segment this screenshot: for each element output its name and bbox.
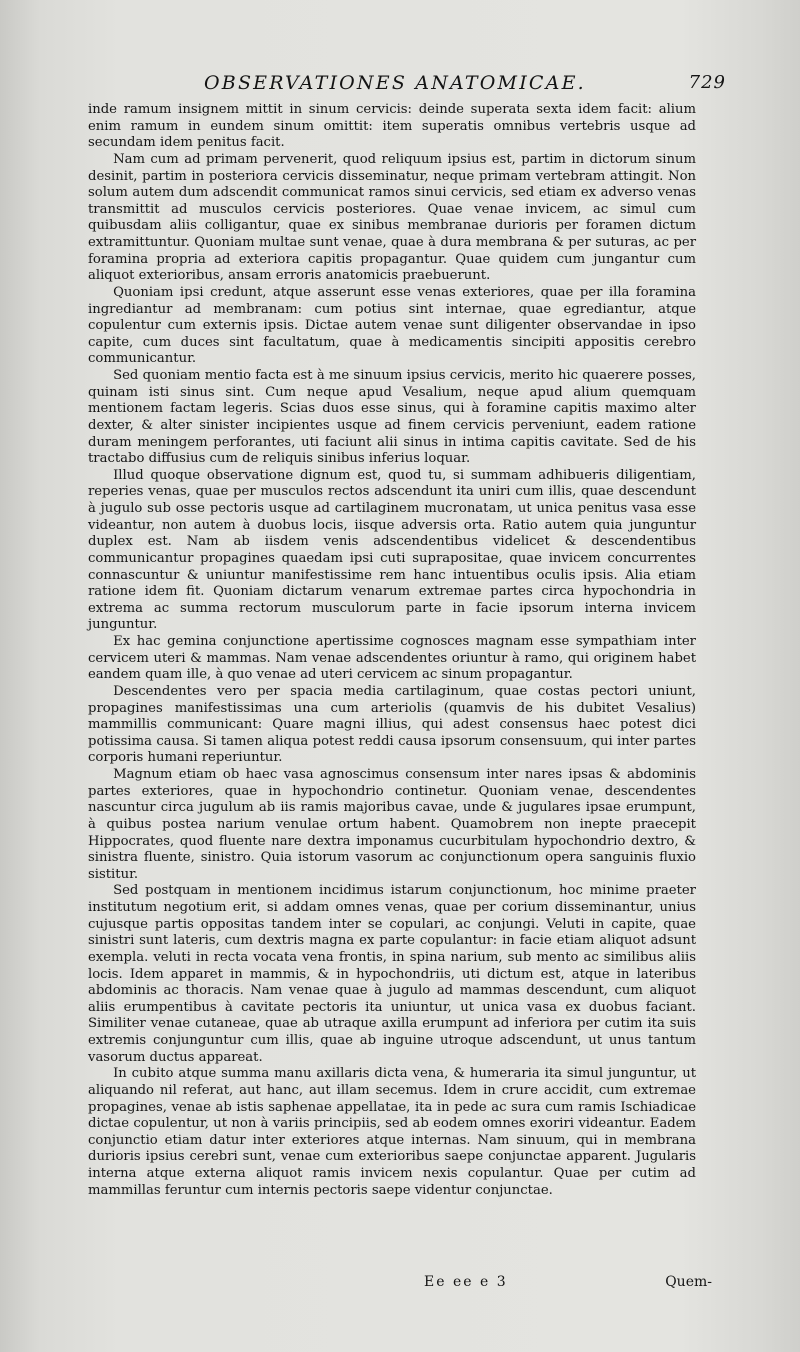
paragraph: Sed quoniam mentio facta est à me sinuum ipsius cervicis, merito hic quaerere posses, quinam isti sinus sint. Cum neque apud Vesalium, neque apud alium quemquam mentionem factam legeris. Scias duos esse sinus, qui à foramine capitis maximo alter dexter, & alter sinister incipientes usque ad finem cervicis perveniunt, eadem ratione duram meningem perforantes, uti faciunt alii sinus in intima capitis cavitate. Sed de his tractabo diffusius cum de reliquis sinibus inferius loquar.	[88, 368, 696, 467]
signature-mark: Ee ee e 3	[424, 1274, 508, 1290]
paragraph: Illud quoque observatione dignum est, quod tu, si summam adhibueris diligentiam, reperies venas, quae per musculos rectos adscendunt ita uniri cum illis, quae descendunt à jugulo sub osse pectoris usque ad cartilaginem mucronatam, ut unica penitus vasa esse videantur, non autem à duobus locis, iisque adversis orta. Ratio autem quia junguntur duplex est. Nam ab iisdem venis adscendentibus videlicet & descendentibus communicantur propagines quaedam ipsi cuti suprapositae, quae invicem concurrentes connascuntur & uniuntur manifestissime rem hanc intuentibus oculis ipsis. Alia etiam ratione idem fit. Quoniam dictarum venarum extremae partes circa hypochondria in extrema ac summa rectorum musculorum parte in facie ipsorum interna invicem junguntur.	[88, 467, 696, 633]
paragraph: In cubito atque summa manu axillaris dicta vena, & humeraria ita simul junguntur, ut aliquando nil referat, aut hanc, aut illam secemus. Idem in crure accidit, cum extremae propagines, venae ab istis saphenae appellatae, ita in pede ac sura cum ramis Ischiadicae dictae copulentur, ut non à variis principiis, sed ab eodem omnes exoriri videantur. Eadem conjunctio etiam datur inter exteriores atque internas. Nam sinuum, qui in membrana durioris ipsius cerebri sunt, venae cum exterioribus saepe conjunctae apparent. Jugularis interna atque externa aliquot ramis invicem nexis copulantur. Quae per cutim ad mammillas feruntur cum internis pectoris saepe videntur conjunctae.	[88, 1066, 696, 1198]
paragraph: Sed postquam in mentionem incidimus istarum conjunctionum, hoc minime praeter institutum negotium erit, si addam omnes venas, quae per corium disseminantur, unius cujusque partis oppositas tandem inter se copulari, ac conjungi. Veluti in capite, quae sinistri sunt lateris, cum dextris magna ex parte copulantur: in facie etiam aliquot adsunt exempla. veluti in recta vocata vena frontis, in spina narium, sub mento ac similibus aliis locis. Idem apparet in mammis, & in hypochondriis, uti dictum est, atque in lateribus abdominis ac thoracis. Nam venae quae à jugulo ad mammas descendunt, cum aliquot aliis erumpentibus à cavitate pectoris ita uniuntur, ut unica vasa ex duobus faciant. Similiter venae cutaneae, quae ab utraque axilla erumpunt ad inferiora per cutim ita suis extremis conjunguntur cum illis, quae ab inguine utroque adscendunt, ut unus tantum vasorum ductus appareat.	[88, 883, 696, 1065]
page-number: 729	[688, 72, 726, 93]
paragraph: inde ramum insignem mittit in sinum cervicis: deinde superata sexta idem facit: alium enim ramum in eundem sinum omittit: item superatis omnibus vertebris usque ad secundam idem penitus facit.	[88, 102, 696, 151]
paragraph: Nam cum ad primam pervenerit, quod reliquum ipsius est, partim in dictorum sinum desinit, partim in posteriora cervicis disseminatur, neque primam vertebram attingit. Non solum autem dum adscendit communicat ramos sinui cervicis, sed etiam ex adverso venas transmittit ad musculos cervicis posteriores. Quae venae invicem, ac simul cum quibusdam aliis colligantur, quae ex sinibus membranae durioris per foramen dictum extramittuntur. Quoniam multae sunt venae, quae à dura membrana & per suturas, ac per foramina propria ad exteriora capitis propagantur. Quae quidem cum jungantur cum aliquot exterioribus, ansam erroris anatomicis praebuerunt.	[88, 151, 696, 284]
page-header	[88, 72, 726, 102]
page-footer	[88, 1274, 712, 1294]
paragraph: Descendentes vero per spacia media cartilaginum, quae costas pectori uniunt, propagines manifestissimas una cum arteriolis (quamvis de his dubitet Vesalius) mammillis communicant: Quare magni illius, qui adest consensus haec potest dici potissima causa. Si tamen aliqua potest reddi causa ipsorum consensuum, qui inter partes corporis humani reperiuntur.	[88, 683, 696, 766]
running-title: OBSERVATIONES ANATOMICAE.	[204, 72, 586, 94]
catchword: Quem-	[665, 1274, 712, 1290]
paragraph: Magnum etiam ob haec vasa agnoscimus consensum inter nares ipsas & abdominis partes exteriores, quae in hypochondrio continetur. Quoniam venae, descendentes nascuntur circa jugulum ab iis ramis majoribus cavae, unde & jugulares ipsae erumpunt, à quibus postea narium venulae ortum habent. Quamobrem non inepte praecepit Hippocrates, quod fluente nare dextra imponamus cucurbitulam hypochondrio dextro, & sinistra fluente, sinistro. Quia istorum vasorum ac conjunctionum opera sanguinis fluxio sistitur.	[88, 767, 696, 882]
body-text	[88, 102, 696, 1199]
paragraph: Ex hac gemina conjunctione apertissime cognosces magnam esse sympathiam inter cervicem uteri & mammas. Nam venae adscendentes oriuntur à ramo, qui originem habet eandem quam ille, à quo venae ad uteri cervicem ac sinum propagantur.	[88, 634, 696, 683]
paragraph: Quoniam ipsi credunt, atque asserunt esse venas exteriores, quae per illa foramina ingrediantur ad membranam: cum potius sint internae, quae egrediantur, atque copulentur cum externis ipsis. Dictae autem venae sunt diligenter observandae in ipso capite, cum duces sint facultatum, quae à medicamentis sincipiti appositis cerebro communicantur.	[88, 284, 696, 367]
